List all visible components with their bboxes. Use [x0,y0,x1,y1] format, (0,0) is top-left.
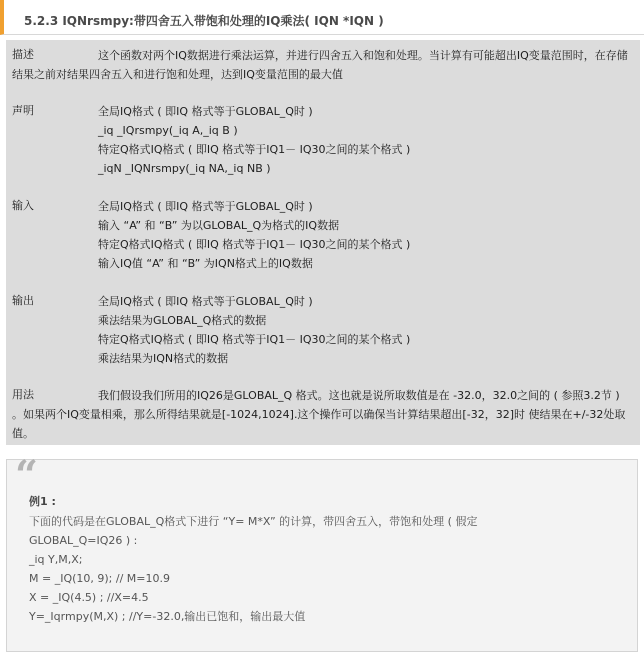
output-label: 输出 [12,294,34,307]
example-blockquote [6,452,638,652]
declaration-label: 声明 [12,104,34,117]
usage-label: 用法 [12,388,34,401]
example-title: 例1 : [29,495,56,508]
quote-icon: “ [15,452,39,499]
input-line: 特定Q格式IQ格式 ( 即IQ 格式等于IQ1－ IQ30之间的某个格式 ) [98,238,411,251]
usage-text: 我们假设我们所用的IQ26是GLOBAL_Q 格式。这也就是说所取数值是在 -32.0，32.0之间的 ( 参照3.2节 ) 。如果两个IQ变量相乘，那么所得结果就是[-1024,1024].这个操作可以确保当计算结果超出[-32，32]时 使结果在+/-32处取值。 [12,389,626,440]
input-line: 输入IQ值 “A” 和 “B” 为IQN格式上的IQ数据 [98,257,313,270]
declaration-line: _iqN _IQNrsmpy(_iq NA,_iq NB ) [98,162,271,175]
output-line: 全局IQ格式 ( 即IQ 格式等于GLOBAL_Q时 ) [98,295,313,308]
page-title: 5.2.3 IQNrsmpy:带四舍五入带饱和处理的IQ乘法( IQN *IQN ) [24,14,384,28]
section-header [0,0,644,35]
description-label: 描述 [12,48,34,61]
example-code-line: _iq Y,M,X; [29,553,83,566]
output-line: 特定Q格式IQ格式 ( 即IQ 格式等于IQ1－ IQ30之间的某个格式 ) [98,333,411,346]
function-spec-panel [6,40,640,445]
output-line: 乘法结果为IQN格式的数据 [98,352,229,365]
declaration-line: _iq _IQrsmpy(_iq A,_iq B ) [98,124,238,137]
example-code-line: M = _IQ(10, 9); // M=10.9 [29,572,170,585]
declaration-line: 特定Q格式IQ格式 ( 即IQ 格式等于IQ1－ IQ30之间的某个格式 ) [98,143,411,156]
input-line: 输入 “A” 和 “B” 为以GLOBAL_Q为格式的IQ数据 [98,219,340,232]
output-line: 乘法结果为GLOBAL_Q格式的数据 [98,314,267,327]
example-code-line: Y=_Iqrmpy(M,X) ; //Y=-32.0,输出已饱和，输出最大值 [29,610,306,623]
input-line: 全局IQ格式 ( 即IQ 格式等于GLOBAL_Q时 ) [98,200,313,213]
description-text: 这个函数对两个IQ数据进行乘法运算，并进行四舍五入和饱和处理。当计算有可能超出IQ变量范围时，在存储结果之前对结果四舍五入和进行饱和处理，达到IQ变量范围的最大值 [12,49,628,81]
example-code-line: X = _IQ(4.5) ; //X=4.5 [29,591,149,604]
declaration-line: 全局IQ格式 ( 即IQ 格式等于GLOBAL_Q时 ) [98,105,313,118]
example-line: 下面的代码是在GLOBAL_Q格式下进行 “Y= M*X” 的计算，带四舍五入，带饱和处理 ( 假定 [29,515,478,528]
example-line: GLOBAL_Q=IQ26 ) : [29,534,138,547]
input-label: 输入 [12,199,34,212]
